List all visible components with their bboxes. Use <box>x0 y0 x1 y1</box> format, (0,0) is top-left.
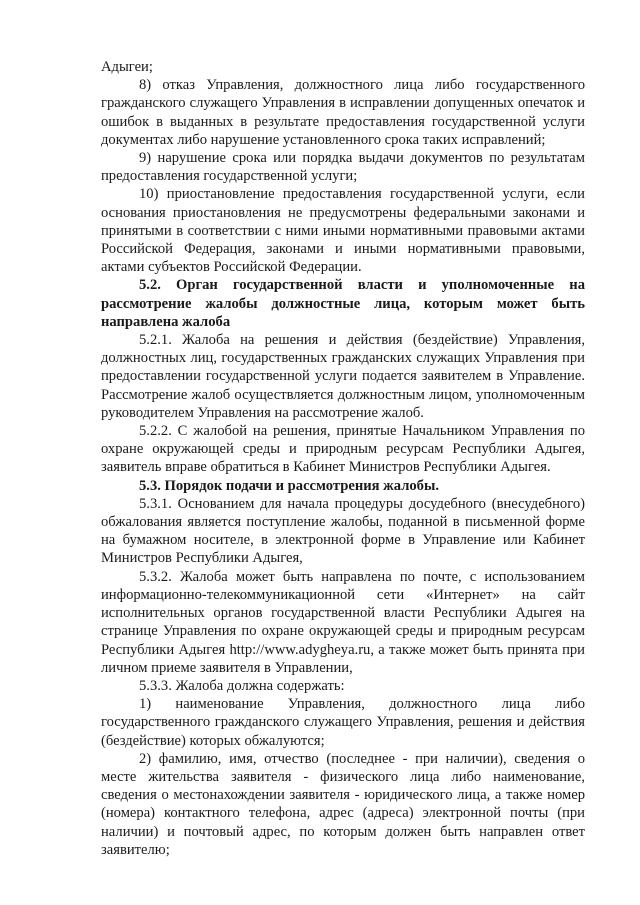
paragraph-5-3-2: 5.3.2. Жалоба может быть направлена по почте, с использованием информационно-телекоммуникационной сети «Интернет» на сайт исполнительных органов государственной власти Республики Адыгея на странице Управления по охране окружающей среды и природным ресурсам Республики Адыгея http://www.adygheya.ru, а также может быть принята при личном приеме заявителя в Управлении, <box>101 568 585 676</box>
paragraph-5-3-1: 5.3.1. Основанием для начала процедуры досудебного (внесудебного) обжалования является поступление жалобы, поданной в письменной форме на бумажном носителе, в электронной форме в Управление или Кабинет Министров Республики Адыгея, <box>101 495 585 567</box>
list-item-8: 8) отказ Управления, должностного лица либо государственного гражданского служащего Управления в исправлении допущенных опечаток и ошибок в выданных в результате предоставления государственной услуги документах либо нарушение установленного срока таких исправлений; <box>101 77 585 148</box>
list-item-2: 2) фамилию, имя, отчество (последнее - при наличии), сведения о месте жительства заявителя - физического лица либо наименование, сведения о местонахождении заявителя - юридического лица, а также номер (номера) контактного телефона, адрес (адреса) электронной почты (при наличии) и почтовый адрес, по которым должен быть направлен ответ заявителю; <box>101 750 585 858</box>
paragraph-5-2-2: 5.2.2. С жалобой на решения, принятые Начальником Управления по охране окружающей среды и природным ресурсам Республики Адыгея, заявитель вправе обратиться в Кабинет Министров Республики Адыгея. <box>101 423 585 476</box>
paragraph-5-2-1: 5.2.1. Жалоба на решения и действия (бездействие) Управления, должностных лиц, государственных гражданских служащих Управления при предоставлении государственной услуги подается заявителем в Управление. Рассмотрение жалоб осуществляется должностным лицом, уполномоченным руководителем Управления на рассмотрение жалоб. <box>101 332 585 421</box>
paragraph-5-3-3: 5.3.3. Жалоба должна содержать: <box>139 677 345 694</box>
list-item-10: 10) приостановление предоставления государственной услуги, если основания приостановления не предусмотрены федеральными законами и принятыми в соответствии с ними иными нормативными правовыми актами Российской Федерация, законами и иными нормативными правовыми, актами субъектов Российской Федерации. <box>101 186 585 276</box>
section-heading-5-2: 5.2. Орган государственной власти и уполномоченные на рассмотрение жалобы должностные лица, которым может быть направлена жалоба <box>101 277 585 330</box>
document-page <box>101 58 585 859</box>
section-heading-5-3: 5.3. Порядок подачи и рассмотрения жалобы. <box>139 477 440 494</box>
list-item-1: 1) наименование Управления, должностного лица либо государственного гражданского служащего Управления, решения и действия (бездействие) которых обжалуются; <box>101 696 585 749</box>
list-item-9: 9) нарушение срока или порядка выдачи документов по результатам предоставления государственной услуги; <box>101 150 585 185</box>
paragraph-continuation: Адыгеи; <box>101 59 153 75</box>
